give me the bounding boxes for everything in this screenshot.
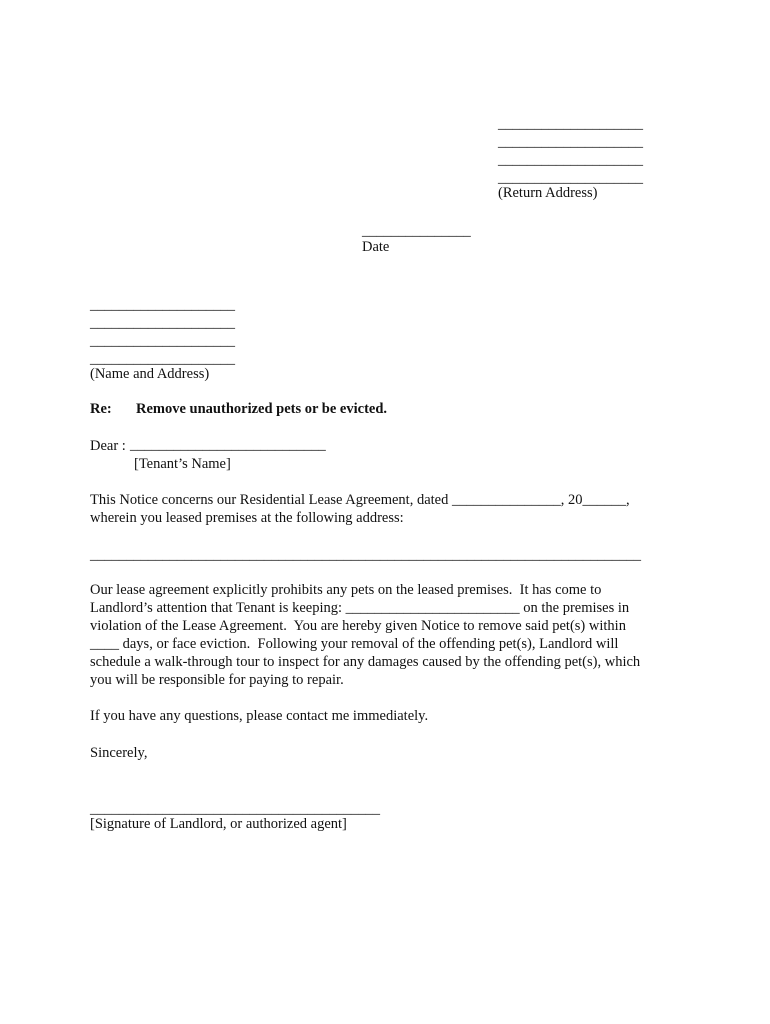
- re-label: Re:: [90, 401, 112, 417]
- paragraph2-line6: you will be responsible for paying to repair.: [90, 672, 344, 688]
- date-label: Date: [362, 239, 390, 255]
- premises-address-line: ____________________________________________________________________________: [90, 547, 641, 563]
- paragraph2-line4: ____ days, or face eviction. Following your removal of the offending pet(s), Landlord will: [90, 636, 619, 652]
- recipient-line-3: ____________________: [90, 333, 235, 349]
- paragraph1-line2: wherein you leased premises at the following address:: [90, 510, 404, 526]
- paragraph2-line5: schedule a walk-through tour to inspect for any damages caused by the offending pet(s), which: [90, 654, 641, 670]
- tenant-name-blank: ___________________________: [130, 437, 326, 453]
- return-address-line-1: ____________________: [498, 116, 643, 132]
- signature-label: [Signature of Landlord, or authorized agent]: [90, 816, 347, 832]
- paragraph2-line3: violation of the Lease Agreement. You are hereby given Notice to remove said pet(s) within: [90, 618, 626, 634]
- dear-label: Dear :: [90, 438, 126, 454]
- signature-line: ________________________________________: [90, 801, 380, 817]
- paragraph1-line1: This Notice concerns our Residential Lease Agreement, dated _______________, 20______,: [90, 492, 630, 508]
- paragraph2-line1: Our lease agreement explicitly prohibits any pets on the leased premises. It has come to: [90, 582, 602, 598]
- recipient-line-4: ____________________: [90, 351, 235, 367]
- recipient-line-1: ____________________: [90, 297, 235, 313]
- return-address-label: (Return Address): [498, 185, 598, 201]
- recipient-label: (Name and Address): [90, 366, 210, 382]
- return-address-line-3: ____________________: [498, 152, 643, 168]
- paragraph2-line2: Landlord’s attention that Tenant is keeping: ________________________ on the premises in: [90, 600, 630, 616]
- return-address-line-2: ____________________: [498, 134, 643, 150]
- date-line: _______________: [362, 223, 471, 239]
- return-address-line-4: ____________________: [498, 170, 643, 186]
- paragraph-contact: If you have any questions, please contact me immediately.: [90, 708, 429, 724]
- subject-text: Remove unauthorized pets or be evicted.: [136, 401, 388, 417]
- tenant-name-label: [Tenant’s Name]: [134, 456, 231, 472]
- recipient-line-2: ____________________: [90, 315, 235, 331]
- closing: Sincerely,: [90, 745, 148, 761]
